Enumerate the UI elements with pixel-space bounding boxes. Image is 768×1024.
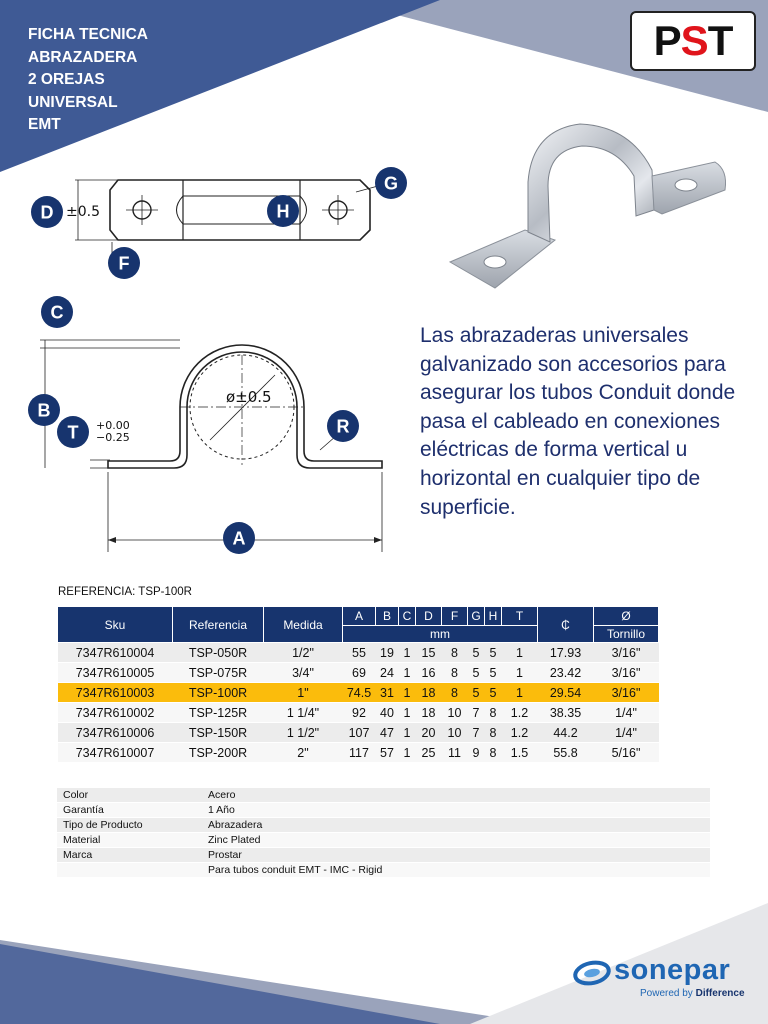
cell-sku: 7347R610002 — [58, 703, 173, 723]
cell-price: 29.54 — [538, 683, 594, 703]
property-label: Garantía — [57, 803, 202, 818]
cell-medida: 3/4" — [264, 663, 343, 683]
spec-table — [57, 606, 659, 763]
cell-a: 117 — [343, 743, 376, 763]
cell-d: 20 — [416, 723, 442, 743]
cell-price: 55.8 — [538, 743, 594, 763]
cell-price: 44.2 — [538, 723, 594, 743]
pst-logo-text: PST — [653, 17, 733, 64]
bottom-navy-band — [0, 944, 440, 1024]
cell-price: 23.42 — [538, 663, 594, 683]
cell-medida: 1 1/2" — [264, 723, 343, 743]
cell-sku: 7347R610005 — [58, 663, 173, 683]
cell-h: 5 — [485, 643, 502, 663]
callout-c — [41, 296, 73, 328]
cell-h: 8 — [485, 743, 502, 763]
cell-f: 10 — [442, 723, 468, 743]
header-sku: Sku — [58, 607, 173, 643]
property-label: Material — [57, 833, 202, 848]
header-mm: mm — [343, 626, 538, 643]
cell-sku: 7347R610004 — [58, 643, 173, 663]
table-row — [58, 683, 659, 703]
cell-a: 55 — [343, 643, 376, 663]
svg-text:H: H — [276, 201, 290, 222]
cell-f: 8 — [442, 643, 468, 663]
cell-price: 17.93 — [538, 643, 594, 663]
tolerance-d-label: ±0.5 — [66, 204, 100, 220]
cell-c: 1 — [399, 703, 416, 723]
property-value: Abrazadera — [202, 818, 710, 833]
callout-g — [375, 167, 407, 199]
header-a: A — [343, 607, 376, 626]
reference-label: REFERENCIA: TSP-100R — [58, 586, 192, 598]
cell-b: 57 — [376, 743, 399, 763]
sonepar-tagline: Powered by Difference — [640, 988, 745, 999]
cell-t: 1.2 — [502, 703, 538, 723]
cell-a: 74.5 — [343, 683, 376, 703]
cell-h: 5 — [485, 683, 502, 703]
property-row — [57, 833, 710, 848]
cell-medida: 1" — [264, 683, 343, 703]
cell-tornillo: 1/4" — [594, 723, 659, 743]
cell-t: 1 — [502, 683, 538, 703]
property-row — [57, 788, 710, 803]
product-description: Las abrazaderas universales galvanizado son accesorios para asegurar los tubos Conduit donde pasa el cableado en conexiones eléctricas de forma vertical u horizontal en cualquier tipo de superficie. — [420, 324, 736, 519]
cell-sku: 7347R610006 — [58, 723, 173, 743]
cell-medida: 1/2" — [264, 643, 343, 663]
title-line-3: 2 OREJAS — [28, 71, 105, 88]
cell-c: 1 — [399, 643, 416, 663]
cell-t: 1.5 — [502, 743, 538, 763]
header-g: G — [468, 607, 485, 626]
property-label: Color — [57, 788, 202, 803]
cell-a: 107 — [343, 723, 376, 743]
cell-b: 31 — [376, 683, 399, 703]
cell-f: 11 — [442, 743, 468, 763]
tolerance-t-plus: +0.00 — [96, 419, 130, 432]
cell-sku: 7347R610007 — [58, 743, 173, 763]
header-diameter: Ø — [594, 607, 659, 626]
cell-sku: 7347R610003 — [58, 683, 173, 703]
svg-text:G: G — [383, 173, 399, 194]
callout-a — [223, 522, 255, 554]
cell-f: 8 — [442, 663, 468, 683]
header-referencia: Referencia — [173, 607, 264, 643]
cell-d: 16 — [416, 663, 442, 683]
cell-h: 8 — [485, 723, 502, 743]
svg-text:D: D — [40, 202, 54, 223]
sonepar-swirl-icon — [572, 958, 612, 988]
table-row — [58, 743, 659, 763]
svg-text:R: R — [336, 416, 350, 437]
tolerance-t-minus: −0.25 — [96, 431, 130, 444]
cell-t: 1 — [502, 643, 538, 663]
header-medida: Medida — [264, 607, 343, 643]
svg-text:T: T — [67, 422, 79, 443]
callout-r — [327, 410, 359, 442]
cell-c: 1 — [399, 743, 416, 763]
cell-b: 24 — [376, 663, 399, 683]
cell-g: 5 — [468, 663, 485, 683]
callout-d — [31, 196, 63, 228]
header-d: D — [416, 607, 442, 626]
cell-ref: TSP-200R — [173, 743, 264, 763]
property-label: Marca — [57, 848, 202, 863]
cell-d: 15 — [416, 643, 442, 663]
property-value: 1 Año — [202, 803, 710, 818]
property-value: Prostar — [202, 848, 710, 863]
cell-h: 5 — [485, 663, 502, 683]
property-value: Zinc Plated — [202, 833, 710, 848]
cell-a: 92 — [343, 703, 376, 723]
cell-b: 40 — [376, 703, 399, 723]
svg-text:F: F — [118, 253, 130, 274]
svg-text:A: A — [232, 528, 246, 549]
sonepar-wordmark: sonepar — [614, 954, 731, 986]
cell-ref: TSP-075R — [173, 663, 264, 683]
header-f: F — [442, 607, 468, 626]
cell-c: 1 — [399, 683, 416, 703]
cell-f: 10 — [442, 703, 468, 723]
svg-text:B: B — [37, 400, 51, 421]
cell-g: 9 — [468, 743, 485, 763]
table-row — [58, 723, 659, 743]
table-row — [58, 643, 659, 663]
cell-g: 7 — [468, 703, 485, 723]
property-row — [57, 818, 710, 833]
cell-b: 47 — [376, 723, 399, 743]
cell-d: 18 — [416, 683, 442, 703]
cell-ref: TSP-050R — [173, 643, 264, 663]
property-value: Para tubos conduit EMT - IMC - Rigid — [202, 863, 710, 878]
cell-tornillo: 5/16" — [594, 743, 659, 763]
svg-text:C: C — [50, 302, 64, 323]
cell-d: 18 — [416, 703, 442, 723]
cell-h: 8 — [485, 703, 502, 723]
property-row — [57, 863, 710, 878]
header-t: T — [502, 607, 538, 626]
callout-h — [267, 195, 299, 227]
cell-f: 8 — [442, 683, 468, 703]
product-image — [440, 112, 740, 302]
header-c: C — [399, 607, 416, 626]
title-line-5: EMT — [28, 116, 61, 133]
properties-table-body — [57, 788, 710, 878]
callout-t — [57, 416, 89, 448]
header-price: ₵ — [538, 607, 594, 643]
header-b: B — [376, 607, 399, 626]
cell-a: 69 — [343, 663, 376, 683]
table-row — [58, 703, 659, 723]
diameter-label: ø±0.5 — [226, 388, 272, 406]
cell-ref: TSP-125R — [173, 703, 264, 723]
cell-g: 5 — [468, 643, 485, 663]
cell-ref: TSP-100R — [173, 683, 264, 703]
header-h: H — [485, 607, 502, 626]
cell-g: 5 — [468, 683, 485, 703]
cell-tornillo: 3/16" — [594, 663, 659, 683]
cell-t: 1.2 — [502, 723, 538, 743]
property-row — [57, 848, 710, 863]
cell-price: 38.35 — [538, 703, 594, 723]
title-line-4: UNIVERSAL — [28, 93, 118, 111]
property-value: Acero — [202, 788, 710, 803]
cell-c: 1 — [399, 723, 416, 743]
property-label — [57, 863, 202, 878]
table-row — [58, 663, 659, 683]
cell-d: 25 — [416, 743, 442, 763]
cell-b: 19 — [376, 643, 399, 663]
callout-f — [108, 247, 140, 279]
header-tornillo: Tornillo — [594, 626, 659, 643]
cell-c: 1 — [399, 663, 416, 683]
title-line-2: ABRAZADERA — [28, 48, 138, 66]
cell-g: 7 — [468, 723, 485, 743]
callout-b — [28, 394, 60, 426]
cell-tornillo: 3/16" — [594, 683, 659, 703]
spec-table-body — [58, 643, 659, 763]
sonepar-logo — [572, 954, 762, 1004]
cell-tornillo: 3/16" — [594, 643, 659, 663]
cell-t: 1 — [502, 663, 538, 683]
properties-table — [57, 788, 710, 878]
property-row — [57, 803, 710, 818]
cell-medida: 2" — [264, 743, 343, 763]
title-line-1: FICHA TECNICA — [28, 26, 148, 43]
cell-ref: TSP-150R — [173, 723, 264, 743]
cell-tornillo: 1/4" — [594, 703, 659, 723]
property-label: Tipo de Producto — [57, 818, 202, 833]
cell-medida: 1 1/4" — [264, 703, 343, 723]
